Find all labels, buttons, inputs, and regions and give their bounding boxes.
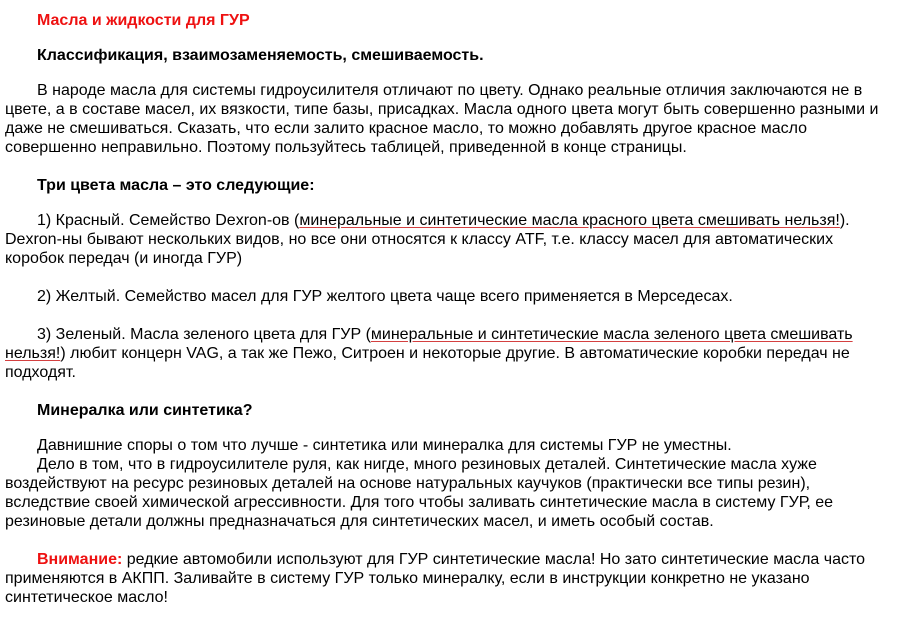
green-text-before: 3) Зеленый. Масла зеленого цвета для ГУР ( (37, 326, 371, 343)
red-text-after: ). Dexron-ны бывают нескольких видов, но все они относятся к классу ATF, т.е. классу масел для автоматических коробок передач (и иногда ГУР) (5, 212, 850, 267)
red-mixing-warning: минеральные и синтетические масла красного цвета смешивать нельзя! (299, 212, 840, 229)
paragraph-green (5, 325, 885, 382)
attention-label: Внимание: (37, 551, 123, 568)
red-text-before: 1) Красный. Семейство Dexron-ов ( (37, 212, 300, 229)
mineral-paragraph-2: Дело в том, что в гидроусилителе руля, как нигде, много резиновых деталей. Синтетические масла хуже воздействуют на ресурс резиновых деталей на основе натуральных каучуков (практически все типы резин), вследствие своей химической агрессивности. Для того чтобы заливать синтетические масла в систему ГУР, ее резиновые детали должны предназначаться для синтетических масел, и иметь особый состав. (5, 456, 834, 530)
heading-mineral-or-synthetic: Минералка или синтетика? (37, 402, 253, 419)
attention-text: редкие автомобили используют для ГУР синтетические масла! Но зато синтетические масла часто применяются в АКПП. Заливайте в систему ГУР только минералку, если в инструкции конкретно не указано синтетическое масло! (5, 551, 866, 606)
heading-three-colors: Три цвета масла – это следующие: (37, 177, 315, 194)
heading-classification: Классификация, взаимозаменяемость, смешиваемость. (37, 47, 484, 64)
intro-paragraph: В народе масла для системы гидроусилителя отличают по цвету. Однако реальные отличия заключаются не в цвете, а в составе масел, их вязкости, типе базы, присадках. Масла одного цвета могут быть совершенно разными и даже не смешиваться. Сказать, что если залито красное масло, то можно добавлять другое красное масло совершенно неправильно. Поэтому пользуйтесь таблицей, приведенной в конце страницы. (5, 82, 879, 156)
mineral-paragraph-1: Давнишние споры о том что лучше - синтетика или минералка для системы ГУР не уместны. (37, 437, 732, 454)
green-text-after: ) любит концерн VAG, а так же Пежо, Ситроен и некоторые другие. В автоматические коробки передач не подходят. (5, 345, 850, 381)
green-mixing-warning: минеральные и синтетические масла зеленого цвета смешивать нельзя! (5, 326, 853, 362)
attention-paragraph (5, 550, 885, 607)
paragraph-red (5, 211, 885, 268)
paragraph-yellow: 2) Желтый. Семейство масел для ГУР желтого цвета чаще всего применяется в Мерседесах. (37, 288, 733, 305)
page-title: Масла и жидкости для ГУР (37, 12, 250, 29)
